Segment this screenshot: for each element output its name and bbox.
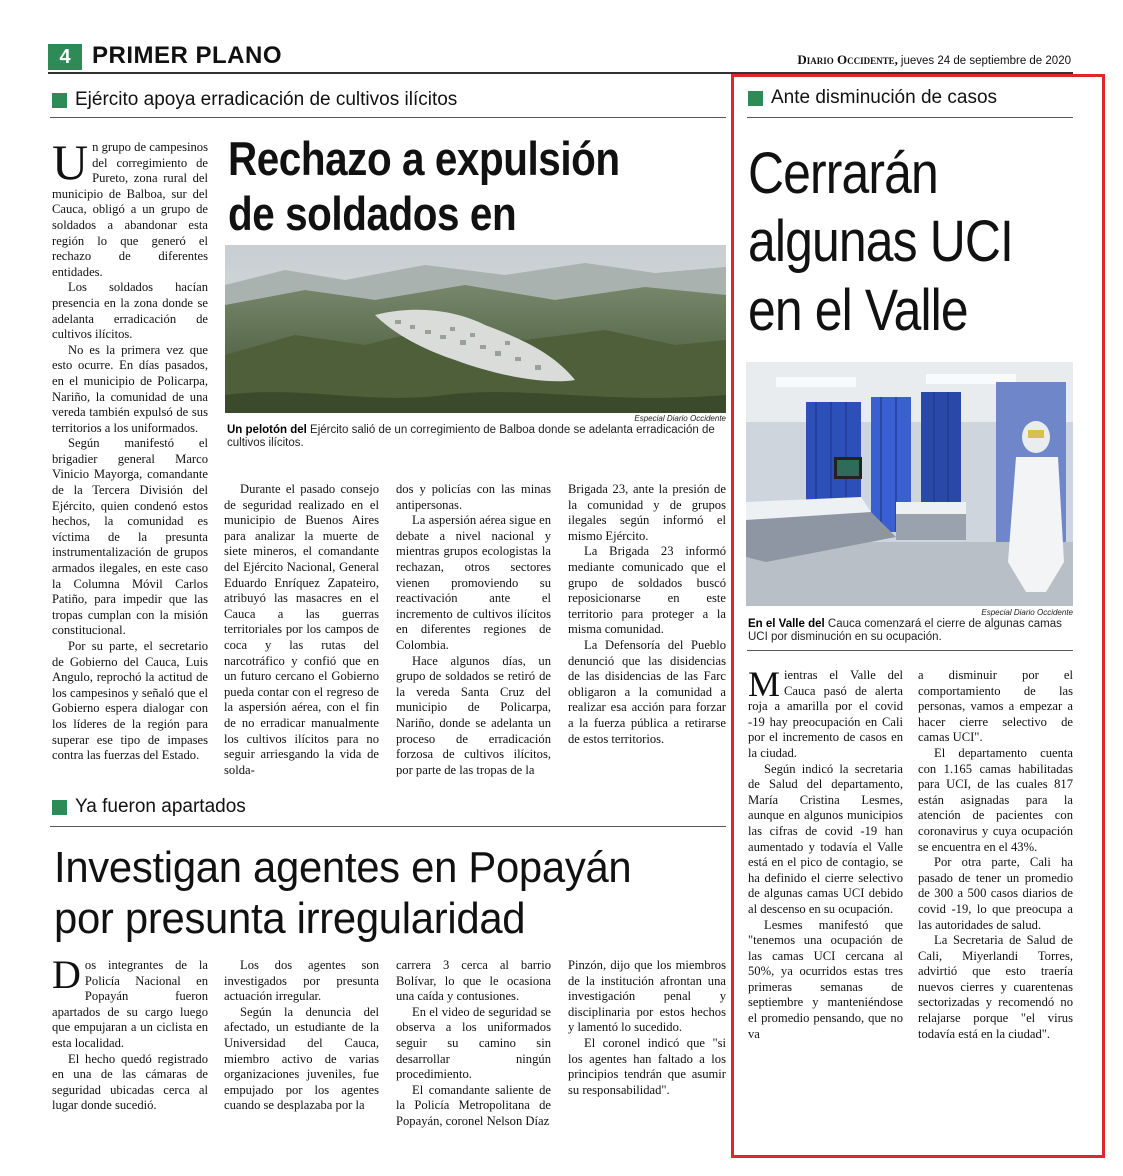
paragraph: Por otra parte, Cali ha pasado de tener un promedio de 300 a 500 casos diarios de covid -19, lo que preocupa a las autoridades de salud. — [918, 855, 1073, 932]
article3-rule — [747, 117, 1073, 118]
article1-rule — [50, 117, 726, 118]
article3-caption-text: Cauca comenzará el cierre de algunas camas UCI por disminución en su ocupación. — [748, 618, 1062, 643]
article1-column-1 — [52, 134, 208, 764]
paragraph: El coronel indicó que "si los agentes han faltado a los principios tendrán que asumir su responsabilidad". — [568, 1035, 726, 1097]
section-title: PRIMER PLANO — [92, 42, 283, 69]
paragraph: La Secretaria de Salud de Cali, Miyerlandi Torres, advirtió que esto traería nuevos cierres y cuarentenas sectorizadas y recomendó no relajarse porque "el virus todavía está en la ciudad". — [918, 933, 1073, 1041]
paragraph: Mientras el Valle del Cauca pasó de alerta roja a amarilla por el covid -19 hay preocupación en Cali por el incremento de casos en la ciudad. — [748, 664, 903, 760]
article3-column-2 — [918, 668, 1073, 1042]
paragraph: carrera 3 cerca al barrio Bolívar, lo que le ocasiona una caída y contusiones. — [396, 958, 551, 1004]
kicker-square-icon — [748, 91, 763, 106]
article2-column-2 — [224, 958, 379, 1114]
kicker-square-icon — [52, 93, 67, 108]
article2-kicker — [52, 796, 246, 818]
paragraph: Brigada 23, ante la presión de la comunidad y de grupos ilegales según informó el mismo Ejército. — [568, 482, 726, 543]
page-number: 4 — [48, 44, 82, 70]
dropcap: D — [52, 952, 81, 997]
article1-caption-text: Ejército salió de un corregimiento de Balboa donde se adelanta erradicación de cultivos ilícitos. — [227, 424, 715, 449]
paragraph: En el video de seguridad se observa a los uniformados seguir su camino sin desarrollar ningún procedimiento. — [396, 1004, 551, 1082]
paragraph: Por su parte, el secretario de Gobierno del Cauca, Luis Angulo, reprochó la actitud de los campesinos y señaló que el Gobierno espera dialogar con los líderes de la región para superar ese tipo de impases contra las fuerzas del Estado. — [52, 639, 208, 763]
article3-kicker-text: Ante disminución de casos — [771, 87, 998, 108]
article3-caption — [748, 618, 1073, 644]
article2-rule — [50, 826, 726, 827]
masthead — [797, 52, 1071, 68]
article1-headline: Rechazo a expulsión de soldados en — [228, 132, 620, 240]
paragraph: Según manifestó el brigadier general Marco Vinicio Mayorga, comandante de la Tercera División del Ejército, quien condenó estos hechos, la comunidad es víctima de la presunta instrumentalización de grupos armados ilegales, en este caso la Columna Móvil Carlos Patiño, para impedir que las tropas cumplan con la misión constitucional. — [52, 436, 208, 638]
paragraph: Lesmes manifestó que "tenemos una ocupación de las camas UCI cercana al 50%, ya ocurridos estas tres primeras semanas de septiembre y manteniéndose el promedio pensando, que no va — [748, 917, 903, 1041]
article2-column-3 — [396, 958, 551, 1130]
paragraph: El departamento cuenta con 1.165 camas habilitadas para UCI, de las cuales 817 están asignadas para la atención de pacientes con coronavirus y cuya ocupación se encuentra en el 43%. — [918, 745, 1073, 854]
article2-headline: Investigan agentes en Popayán por presunta irregularidad — [54, 843, 632, 944]
article3-caption-lead: En el Valle del — [748, 618, 825, 630]
paragraph: a disminuir por el comportamiento de las personas, vamos a empezar a hacer cierre selectivo de camas UCI". — [918, 668, 1073, 745]
paragraph: El comandante saliente de la Policía Metropolitana de Popayán, coronel Nelson Díaz — [396, 1082, 551, 1128]
paragraph: La Defensoría del Pueblo denunció que las disidencias de las disidencias de las Farc obligaron a la comunidad a realizar esa acción para forzar a la fuerza pública a retirarse de estos territorios. — [568, 637, 726, 746]
mountain-town-image — [225, 245, 726, 413]
paragraph: Un grupo de campesinos del corregimiento de Pureto, zona rural del municipio de Balboa, sur del Cauca, obligó a un grupo de soldados a abandonar esta región lo que generó el rechazo de diferentes entidades. — [52, 134, 208, 279]
article2-column-4 — [568, 958, 726, 1098]
paragraph: No es la primera vez que esto ocurre. En días pasados, en el municipio de Policarpa, Nariño, la comunidad de una vereda también expulsó de sus territorios a los uniformados. — [52, 342, 208, 435]
paragraph: La aspersión aérea sigue en debate a nivel nacional y mientras grupos ecologistas la rechazan, otros sectores vienen promoviendo su reactivación ante el incremento de cultivos ilícitos en diferentes regiones de Colombia. — [396, 513, 551, 652]
caption-rule — [747, 650, 1073, 651]
article3-column-1 — [748, 664, 903, 1042]
dropcap: U — [52, 134, 89, 190]
paragraph: El hecho quedó registrado en una de las cámaras de seguridad ubicadas cerca al lugar donde sucedió. — [52, 1051, 208, 1113]
article3-photo-credit: Especial Diario Occidente — [981, 608, 1073, 617]
article3-headline: Cerrarán algunas UCI en el Valle — [748, 141, 1014, 343]
article1-photo-credit: Especial Diario Occidente — [634, 414, 726, 423]
article1-caption-lead: Un pelotón del — [227, 424, 307, 436]
hospital-icu-image — [746, 362, 1073, 606]
newspaper-name: Diario Occidente, — [797, 52, 898, 67]
article1-caption — [227, 424, 725, 450]
paragraph: Durante el pasado consejo de seguridad realizado en el municipio de Buenos Aires para analizar la muerte de siete mineros, el comandante del Ejército Nacional, General Eduardo Enríquez Zapateiro, atribuyó las masacres en el Cauca a las guerras territoriales por los campos de coca y las rutas del narcotráfico y confió que en un futuro cercano el Gobierno pueda contar con el regreso de la aspersión aérea, con el fin de no erradicar manualmente los cultivos ilícitos para no seguir arriesgando la vida de solda- — [224, 482, 379, 777]
article3-kicker — [748, 87, 997, 109]
paragraph: dos y policías con las minas antipersonas. — [396, 482, 551, 512]
paragraph: Pinzón, dijo que los miembros de la institución afrontan una investigación penal y disciplinaria por estos hechos y lamentó lo sucedido. — [568, 958, 726, 1035]
article3-photo — [746, 362, 1073, 606]
article1-kicker — [52, 89, 457, 111]
paragraph: Hace algunos días, un grupo de soldados se retiró de la vereda Santa Cruz del municipio de Policarpa, Nariño, donde se adelanta un proceso de erradicación forzosa de cultivos ilícitos, por parte de las tropas de la — [396, 653, 551, 777]
paragraph: Los dos agentes son investigados por presunta actuación irregular. — [224, 958, 379, 1004]
paragraph: Según la denuncia del afectado, un estudiante de la Universidad del Cauca, miembro activo de varias organizaciones juveniles, fue empujado por los agentes cuando se desplazaba por la — [224, 1004, 379, 1113]
article1-kicker-text: Ejército apoya erradicación de cultivos ilícitos — [75, 89, 458, 110]
paragraph: Dos integrantes de la Policía Nacional en Popayán fueron apartados de su cargo luego que empujaran a un ciclista en esta localidad. — [52, 952, 208, 1050]
article2-kicker-text: Ya fueron apartados — [75, 796, 246, 817]
article2-column-1 — [52, 952, 208, 1114]
article1-column-2 — [224, 482, 379, 778]
kicker-square-icon — [52, 800, 67, 815]
paragraph: La Brigada 23 informó mediante comunicado que el grupo de soldados buscó reposicionarse en este territorio para proteger a la misma comunidad. — [568, 544, 726, 637]
issue-date: jueves 24 de septiembre de 2020 — [900, 55, 1071, 67]
article1-photo — [225, 245, 726, 413]
paragraph: Según indicó la secretaria de Salud del departamento, María Cristina Lesmes, aunque en algunos municipios las cifras de covid -19 han aumentado y todavía el Valle está en el pico de contagio, se ha definido el cierre selectivo de algunas camas UCI debido al descenso en su ocupación. — [748, 761, 903, 916]
dropcap: M — [748, 664, 781, 704]
article1-column-3 — [396, 482, 551, 778]
paragraph: Los soldados hacían presencia en la zona donde se adelanta erradicación de cultivos ilícitos. — [52, 280, 208, 342]
article1-column-4 — [568, 482, 726, 747]
